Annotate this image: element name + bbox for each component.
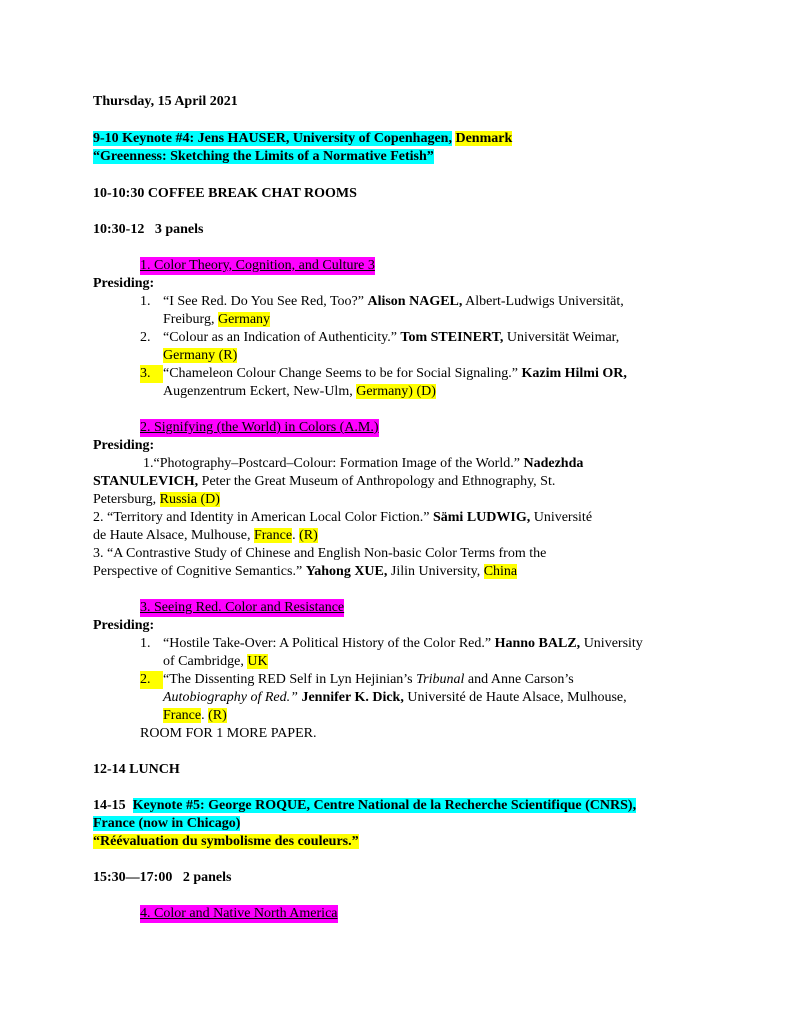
- panel-1-paper-2-cont: [163, 347, 237, 365]
- paper-author: Yahong XUE,: [305, 564, 388, 579]
- coffee-break: 10-10:30 COFFEE BREAK CHAT ROOMS: [93, 186, 357, 201]
- panel-3-paper-1-num: 1.: [140, 636, 151, 651]
- paper-affiliation-cont: Petersburg,: [93, 492, 157, 507]
- keynote-5-title-line: [93, 833, 359, 851]
- panel-3-presiding: Presiding:: [93, 618, 155, 633]
- punctuation: .: [201, 708, 205, 723]
- panel-3-paper-2: [163, 671, 574, 689]
- panel-2-paper-3-cont: [93, 563, 517, 581]
- paper-title: “Hostile Take-Over: A Political History of the Color Red.”: [163, 636, 492, 651]
- paper-affiliation: Augenzentrum Eckert, New-Ulm,: [163, 384, 353, 399]
- session-1030-time: 10:30-12: [93, 222, 145, 237]
- panel-1-heading: 1. Color Theory, Cognition, and Culture 3: [140, 258, 375, 273]
- keynote-4-country: Denmark: [455, 131, 513, 146]
- keynote-4-title-line: [93, 148, 434, 166]
- paper-affiliation: Universität Weimar,: [506, 330, 620, 345]
- panel-3-paper-2-cont: [163, 689, 627, 707]
- paper-country: UK: [247, 654, 268, 669]
- panel-4-heading: 4. Color and Native North America: [140, 906, 338, 921]
- lunch-break: 12-14 LUNCH: [93, 762, 180, 777]
- paper-affiliation: Jilin University,: [390, 564, 481, 579]
- panel-3-paper-2-cont2: [163, 707, 227, 725]
- panel-1-paper-3-cont: [163, 383, 436, 401]
- paper-author: Tom STEINERT,: [400, 330, 504, 345]
- paper-author: Hanno BALZ,: [494, 636, 581, 651]
- panel-1-paper-2: [163, 329, 619, 347]
- session-1030-label: 3 panels: [154, 222, 204, 237]
- panel-3-heading: 3. Seeing Red. Color and Resistance: [140, 600, 345, 615]
- paper-author: Kazim Hilmi OR,: [521, 366, 627, 381]
- panel-1-paper-3-num: 3.: [140, 365, 163, 383]
- paper-affiliation-cont: Freiburg,: [163, 312, 215, 327]
- panel-1-paper-3: [163, 365, 627, 383]
- panel-2-paper-2: [93, 509, 592, 527]
- keynote-5-time: 14-15: [93, 798, 126, 813]
- keynote-4-title: “Greenness: Sketching the Limits of a Normative Fetish”: [93, 149, 434, 164]
- session-1030-line: [93, 221, 203, 239]
- paper-title: 2. “Territory and Identity in American Local Color Fiction.”: [93, 510, 430, 525]
- keynote-5-line: [93, 797, 636, 815]
- paper-title-italic: Autobiography of Red.”: [163, 690, 298, 705]
- paper-tag: (R): [208, 708, 227, 723]
- panel-3-room-note: ROOM FOR 1 MORE PAPER.: [140, 726, 317, 741]
- panel-1-paper-1-num: 1.: [140, 294, 151, 309]
- paper-title: “Chameleon Colour Change Seems to be for Social Signaling.”: [163, 366, 518, 381]
- panel-2-heading: 2. Signifying (the World) in Colors (A.M.): [140, 420, 379, 435]
- paper-title: “Colour as an Indication of Authenticity.”: [163, 330, 397, 345]
- panel-2-paper-1-cont: [93, 473, 555, 491]
- panel-3-paper-2-num: 2.: [140, 671, 163, 689]
- session-1530-label: 2 panels: [182, 870, 232, 885]
- session-1530-line: [93, 869, 231, 887]
- panel-2-paper-3: 3. “A Contrastive Study of Chinese and English Non-basic Color Terms from the: [93, 546, 547, 561]
- paper-affiliation-cont: of Cambridge,: [163, 654, 244, 669]
- paper-author: Nadezhda: [523, 456, 584, 471]
- keynote-5-country-line: [93, 815, 240, 833]
- paper-author: Sämi LUDWIG,: [432, 510, 531, 525]
- paper-title-cont: and Anne Carson’s: [467, 672, 574, 687]
- paper-affiliation: Université de Haute Alsace, Mulhouse,: [407, 690, 627, 705]
- panel-2-paper-1: [143, 455, 583, 473]
- paper-country: France: [253, 528, 293, 543]
- paper-country: Germany (R): [163, 348, 238, 363]
- paper-title: “The Dissenting RED Self in Lyn Hejinian’s: [163, 672, 413, 687]
- paper-affiliation: Albert-Ludwigs Universität,: [465, 294, 624, 309]
- paper-country: China: [483, 564, 518, 579]
- paper-tag: (R): [299, 528, 318, 543]
- paper-country: Russia (D): [159, 492, 220, 507]
- keynote-4-time: 9-10: [93, 131, 119, 146]
- paper-author-cont: STANULEVICH,: [93, 474, 199, 489]
- keynote-4-speaker: Keynote #4: Jens HAUSER, University of Copenhagen,: [122, 131, 452, 146]
- panel-1-paper-2-num: 2.: [140, 330, 151, 345]
- paper-author: Jennifer K. Dick,: [301, 690, 404, 705]
- session-1530-time: 15:30—17:00: [93, 870, 173, 885]
- paper-title: 1.“Photography–Postcard–Colour: Formation Image of the World.”: [143, 456, 520, 471]
- keynote-5-country: France (now in Chicago): [93, 816, 241, 831]
- panel-1-paper-1: [163, 293, 624, 311]
- punctuation: .: [292, 528, 296, 543]
- panel-3-paper-1-cont: [163, 653, 268, 671]
- panel-2-paper-2-cont: [93, 527, 318, 545]
- paper-title-italic: Tribunal: [416, 672, 465, 687]
- paper-country: France: [163, 708, 202, 723]
- panel-3-paper-1: [163, 635, 643, 653]
- paper-country: Germany) (D): [356, 384, 436, 399]
- paper-author: Alison NAGEL,: [367, 294, 463, 309]
- keynote-4-line: [93, 130, 512, 148]
- keynote-5-title: “Réévaluation du symbolisme des couleurs.”: [93, 834, 359, 849]
- paper-affiliation: Peter the Great Museum of Anthropology and Ethnography, St.: [201, 474, 556, 489]
- paper-title: “I See Red. Do You See Red, Too?”: [163, 294, 364, 309]
- day-heading: Thursday, 15 April 2021: [93, 94, 238, 109]
- panel-1-paper-1-cont: [163, 311, 270, 329]
- panel-1-presiding: Presiding:: [93, 276, 155, 291]
- paper-affiliation: University: [583, 636, 643, 651]
- panel-2-presiding: Presiding:: [93, 438, 155, 453]
- paper-affiliation: Université: [533, 510, 593, 525]
- paper-affiliation-cont: de Haute Alsace, Mulhouse,: [93, 528, 251, 543]
- panel-2-paper-1-cont2: [93, 491, 220, 509]
- paper-title-cont: Perspective of Cognitive Semantics.”: [93, 564, 303, 579]
- keynote-5-speaker: Keynote #5: George ROQUE, Centre National de la Recherche Scientifique (CNRS),: [132, 798, 637, 813]
- paper-country: Germany: [217, 312, 271, 327]
